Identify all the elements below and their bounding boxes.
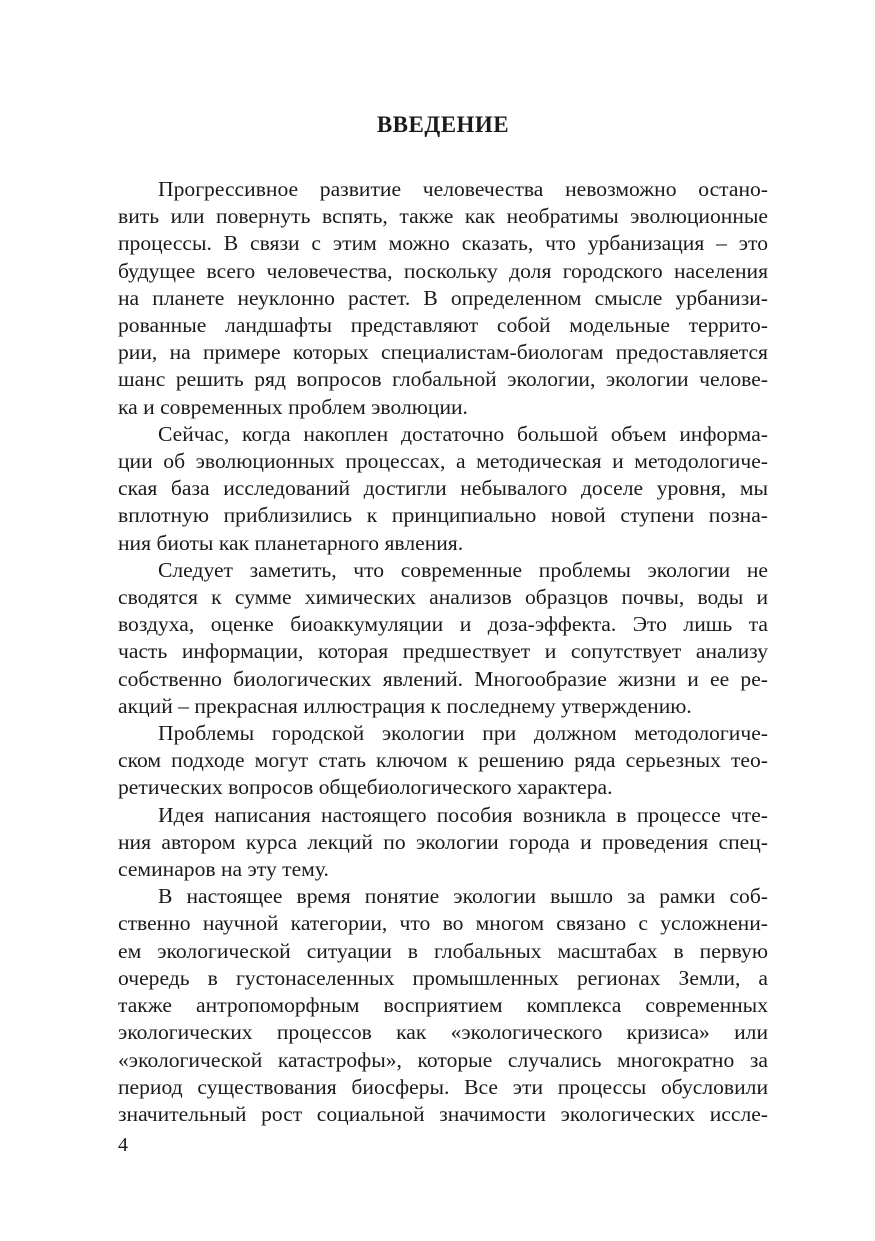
text-line: период существования биосферы. Все эти процессы обусловили bbox=[118, 1074, 768, 1099]
text-line: ния биоты как планетарного явления. bbox=[118, 530, 464, 555]
text-line: сводятся к сумме химических анализов образцов почвы, воды и bbox=[118, 585, 768, 610]
paragraph bbox=[118, 176, 768, 421]
paragraph bbox=[118, 720, 768, 802]
text-line: собственно биологических явлений. Многообразие жизни и ее ре- bbox=[118, 666, 768, 691]
text-line: шанс решить ряд вопросов глобальной экологии, экологии челове- bbox=[118, 367, 768, 392]
text-line: часть информации, которая предшествует и сопутствует анализу bbox=[118, 639, 768, 664]
text-line: Сейчас, когда накоплен достаточно большой объем информа- bbox=[158, 421, 768, 446]
paragraph bbox=[118, 557, 768, 720]
body-text bbox=[118, 176, 768, 1128]
text-line: процессы. В связи с этим можно сказать, что урбанизация – это bbox=[118, 231, 768, 256]
text-line: «экологической катастрофы», которые случались многократно за bbox=[118, 1047, 768, 1072]
text-line: ственно научной категории, что во многом связано с усложнени- bbox=[118, 911, 768, 936]
text-line: Следует заметить, что современные проблемы экологии не bbox=[158, 557, 768, 582]
text-line: воздуха, оценке биоаккумуляции и доза-эффекта. Это лишь та bbox=[118, 612, 768, 637]
text-line: ском подходе могут стать ключом к решению ряда серьезных тео- bbox=[118, 748, 768, 773]
text-line: будущее всего человечества, поскольку доля городского населения bbox=[118, 258, 768, 283]
text-line: ции об эволюционных процессах, а методическая и методологиче- bbox=[118, 449, 768, 474]
paragraph bbox=[118, 802, 768, 884]
text-line: рии, на примере которых специалистам-биологам предоставляется bbox=[118, 340, 768, 365]
text-line: значительный рост социальной значимости экологических иссле- bbox=[118, 1101, 768, 1126]
text-line: ка и современных проблем эволюции. bbox=[118, 394, 468, 419]
text-line: Прогрессивное развитие человечества невозможно остано- bbox=[158, 177, 768, 201]
text-line: рованные ландшафты представляют собой модельные террито- bbox=[118, 313, 768, 338]
text-line: ская база исследований достигли небывалого доселе уровня, мы bbox=[118, 476, 768, 501]
paragraph bbox=[118, 883, 768, 1128]
text-line: акций – прекрасная иллюстрация к последнему утверждению. bbox=[118, 693, 692, 718]
text-line: ния автором курса лекций по экологии города и проведения спец- bbox=[118, 829, 768, 854]
page-number: 4 bbox=[118, 1134, 128, 1156]
text-line: вплотную приблизились к принципиально новой ступени позна- bbox=[118, 503, 768, 528]
text-line: семинаров на эту тему. bbox=[118, 857, 329, 882]
text-line: очередь в густонаселенных промышленных регионах Земли, а bbox=[118, 965, 768, 990]
text-line: вить или повернуть вспять, также как необратимы эволюционные bbox=[118, 204, 768, 229]
text-line: на планете неуклонно растет. В определенном смысле урбанизи- bbox=[118, 285, 768, 310]
page-content bbox=[118, 110, 768, 1128]
paragraph bbox=[118, 421, 768, 557]
text-line: экологических процессов как «экологического кризиса» или bbox=[118, 1020, 768, 1045]
text-line: ем экологической ситуации в глобальных масштабах в первую bbox=[118, 938, 768, 963]
text-line: Проблемы городской экологии при должном методологиче- bbox=[158, 721, 768, 746]
text-line: ретических вопросов общебиологического характера. bbox=[118, 775, 613, 800]
text-line: Идея написания настоящего пособия возникла в процессе чте- bbox=[158, 802, 768, 827]
section-title: ВВЕДЕНИЕ bbox=[376, 112, 510, 137]
text-line: В настоящее время понятие экологии вышло за рамки соб- bbox=[158, 884, 768, 909]
text-line: также антропоморфным восприятием комплекса современных bbox=[118, 993, 768, 1018]
